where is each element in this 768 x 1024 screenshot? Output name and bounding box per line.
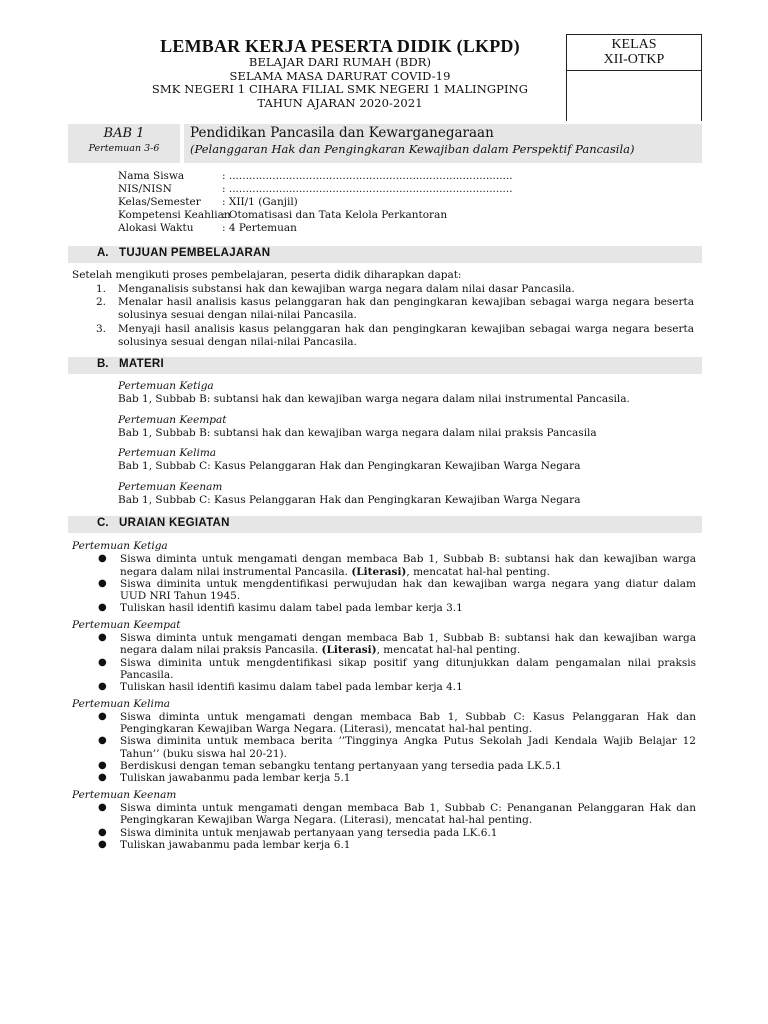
document-header (120, 36, 560, 110)
bullet-icon: ● (98, 710, 107, 722)
activity-list (72, 540, 696, 855)
materi-heading: Pertemuan Ketiga (118, 380, 214, 392)
bullet-item: ● Tuliskan hasil identifi kasimu dalam tabel pada lembar kerja 3.1 (98, 602, 463, 615)
bullet-item: ● Siswa diminita untuk mengdentifikasi sikap positif yang ditunjukkan dalam pengamalan nilai praksis Pancasila. (98, 656, 696, 681)
bullet-item: ● Siswa diminta untuk mengamati dengan membaca Bab 1, Subbab B: subtansi hak dan kewajiban warga negara dalam nilai praksis Pancasila. (Literasi), mencatat hal-hal penting. (98, 632, 696, 657)
bullet-item: ● Siswa diminita untuk membaca berita ’’Tingginya Angka Putus Sekolah Jadi Kendala Wajib Belajar 12 Tahun’’ (buku siswa hal 20-21). (98, 735, 696, 760)
materi-block (118, 414, 698, 448)
identity-value: : XII/1 (Ganjil) (222, 196, 298, 208)
identity-value: : Otomatisasi dan Tata Kelola Perkantoran (222, 209, 448, 221)
list-item (72, 296, 694, 322)
item-text: Menganalisis substansi hak dan kewajiban warga negara dalam nilai dasar Pancasila. (118, 283, 575, 295)
identity-label: Kelas/Semester (118, 196, 201, 208)
kelas-box (566, 34, 702, 121)
section-a-intro: Setelah mengikuti proses pembelajaran, peserta didik diharapkan dapat: (72, 269, 462, 281)
kelas-label: KELAS (611, 37, 657, 52)
bullet-icon: ● (98, 553, 107, 565)
bullet-icon: ● (98, 826, 107, 838)
bab-cell (68, 124, 180, 163)
materi-list (118, 380, 698, 514)
bullet-item: ● Berdiskusi dengan teman sebangku tentang pertanyaan yang tersedia pada LK.5.1 (98, 760, 562, 773)
item-number: 2. (96, 296, 107, 309)
section-b-title: MATERI (119, 358, 165, 370)
subject-subtitle: (Pelanggaran Hak dan Pengingkaran Kewajiban dalam Perspektif Pancasila) (190, 142, 635, 156)
item-number: 1. (96, 283, 107, 295)
section-c-title: URAIAN KEGIATAN (119, 517, 230, 529)
identity-label: NIS/NISN (118, 183, 172, 195)
item-number: 3. (96, 322, 107, 335)
bullet-icon: ● (98, 681, 107, 693)
bullet-icon: ● (98, 760, 107, 772)
bullet-item: ● Siswa diminita untuk mengdentifikasi perwujudan hak dan kewajiban warga negara yang diatur dalam UUD NRI Tahun 1945. (98, 577, 696, 603)
bab-label: BAB 1 (103, 126, 145, 141)
document-title: LEMBAR KERJA PESERTA DIDIK (LKPD) (160, 36, 520, 56)
bullet-item: ● Tuliskan jawabanmu pada lembar kerja 5.1 (98, 772, 351, 785)
bullet-item: ● Siswa diminita untuk menjawab pertanyaan yang tersedia pada LK.6.1 (98, 826, 498, 839)
materi-text: Bab 1, Subbab C: Kasus Pelanggaran Hak dan Pengingkaran Kewajiban Warga Negara (118, 460, 581, 472)
header-line-covid: SELAMA MASA DARURAT COVID-19 (229, 68, 451, 83)
item-text: Menalar hasil analisis kasus pelanggaran hak dan pengingkaran kewajiban sebagai warga negara beserta solusinya sesuai dengan nilai-nilai Pancasila. (118, 296, 694, 322)
identity-value: : 4 Pertemuan (222, 222, 297, 234)
materi-heading: Pertemuan Keempat (118, 413, 227, 426)
bullet-item: ● Tuliskan jawabanmu pada lembar kerja 6.1 (98, 838, 351, 851)
activity-group (72, 619, 696, 694)
section-a-title: TUJUAN PEMBELAJARAN (119, 247, 271, 259)
subject-title: Pendidikan Pancasila dan Kewarganegaraan (190, 125, 494, 141)
identity-label: Nama Siswa (118, 170, 185, 182)
bullet-icon: ● (98, 772, 107, 784)
activity-heading: Pertemuan Ketiga (72, 540, 168, 552)
activity-group (72, 789, 696, 851)
identity-label: Kompetensi Keahlian (118, 209, 231, 221)
bullet-item: ● Tuliskan hasil identifi kasimu dalam tabel pada lembar kerja 4.1 (98, 681, 463, 694)
identity-label: Alokasi Waktu (118, 222, 194, 234)
bullet-icon: ● (98, 656, 107, 668)
subject-cell (184, 124, 702, 163)
section-b-number: B. (97, 358, 109, 370)
section-a-number: A. (97, 247, 109, 259)
materi-block (118, 481, 698, 515)
bullet-icon: ● (98, 838, 107, 850)
objectives-list (72, 283, 694, 349)
materi-heading: Pertemuan Kelima (118, 447, 217, 459)
materi-block (118, 380, 698, 414)
materi-text: Bab 1, Subbab B: subtansi hak dan kewajiban warga negara dalam nilai instrumental Pancasila. (118, 393, 630, 405)
materi-text: Bab 1, Subbab B: subtansi hak dan kewajiban warga negara dalam nilai praksis Pancasila (118, 426, 597, 439)
bullet-icon: ● (98, 735, 107, 747)
materi-heading: Pertemuan Keenam (118, 480, 223, 493)
identity-value: : ..................................................................................... (222, 170, 513, 182)
bullet-item: ● Siswa diminta untuk mengamati dengan membaca Bab 1, Subbab B: subtansi hak dan kewajiban warga negara dalam nilai instrumental Pancasila. (Literasi), mencatat hal-hal penting. (98, 553, 696, 578)
section-c-header (68, 516, 702, 533)
activity-group (72, 698, 696, 785)
bullet-icon: ● (98, 632, 107, 644)
list-item (72, 283, 694, 296)
materi-text: Bab 1, Subbab C: Kasus Pelanggaran Hak dan Pengingkaran Kewajiban Warga Negara (118, 493, 581, 506)
materi-block (118, 447, 698, 481)
activity-group (72, 540, 696, 615)
bullet-icon: ● (98, 801, 107, 813)
identity-value: : ..................................................................................... (222, 183, 513, 195)
item-text: Menyaji hasil analisis kasus pelanggaran hak dan pengingkaran kewajiban sebagai warga negara beserta solusinya sesuai dengan nilai-nilai Pancasila. (118, 322, 694, 348)
kelas-value: XII-OTKP (603, 52, 665, 67)
bullet-icon: ● (98, 577, 107, 589)
activity-heading: Pertemuan Keenam (72, 788, 177, 801)
bullet-item: ● Siswa diminta untuk mengamati dengan membaca Bab 1, Subbab C: Kasus Pelanggaran Hak dan Pengingkaran Kewajiban Warga Negara. (Literasi), mencatat hal-hal penting. (98, 710, 696, 736)
header-line-bdr: BELAJAR DARI RUMAH (BDR) (248, 55, 432, 69)
section-c-number: C. (97, 517, 109, 529)
header-line-school: SMK NEGERI 1 CIHARA FILIAL SMK NEGERI 1 MALINGPING (151, 82, 529, 96)
header-line-year: TAHUN AJARAN 2020-2021 (257, 95, 423, 110)
list-item (72, 323, 694, 349)
bullet-item: ● Siswa diminta untuk mengamati dengan membaca Bab 1, Subbab C: Penanganan Pelanggaran Hak dan Pengingkaran Kewajiban Warga Negara. (Literasi), mencatat hal-hal penting. (98, 801, 696, 827)
section-a-header (68, 246, 702, 263)
pertemuan-range: Pertemuan 3-6 (88, 143, 160, 154)
bab-row (68, 124, 702, 163)
kelas-label-cell (567, 35, 701, 71)
section-b-header (68, 357, 702, 374)
bullet-icon: ● (98, 602, 107, 614)
activity-heading: Pertemuan Kelima (72, 697, 171, 710)
activity-heading: Pertemuan Keempat (72, 618, 181, 631)
